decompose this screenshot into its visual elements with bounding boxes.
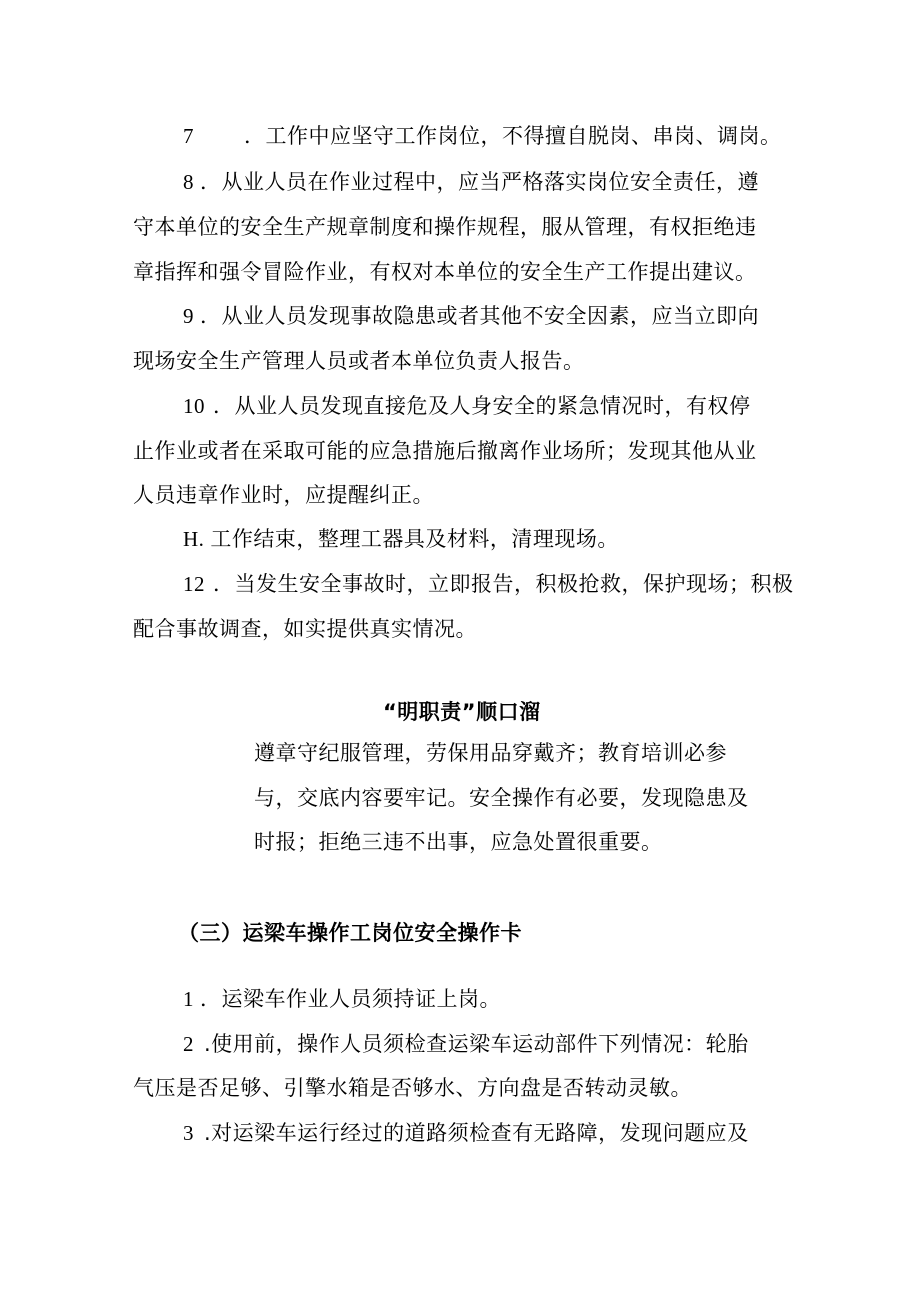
item-text: ．运梁车作业人员须持证上岗。 [200,987,501,1011]
item-number: 12 [183,572,205,596]
item-number: 1 [183,987,194,1011]
item-text: ．工作中应坚守工作岗位，不得擅自脱岗、串岗、调岗。 [244,124,782,148]
op-card-item-2 [183,1029,749,1059]
list-item-12 [183,569,794,599]
op-card-item-1 [183,984,501,1014]
item-number: 10 [183,394,205,418]
list-item-8 [183,167,759,197]
item-text: 工作结束，整理工器具及材料，清理现场。 [210,527,619,551]
item-text: .对运梁车运行经过的道路须检查有无路障，发现问题应及 [204,1121,749,1145]
list-item-8-continued: 守本单位的安全生产规章制度和操作规程，服从管理，有权拒绝违 [133,215,757,239]
item-number: 2 [183,1032,194,1056]
item-text: ．从业人员发现事故隐患或者其他不安全因素，应当立即向 [200,304,759,328]
item-number: 7 [183,124,194,148]
item-number: 9 [183,304,194,328]
list-item-9-continued: 现场安全生产管理人员或者本单位负责人报告。 [133,349,585,373]
item-text: .使用前，操作人员须检查运梁车运动部件下列情况：轮胎 [204,1032,749,1056]
op-card-item-2-continued: 气压是否足够、引擎水箱是否够水、方向盘是否转动灵敏。 [133,1076,692,1100]
list-item-11 [183,524,619,554]
rhyme-line: 与，交底内容要牢记。安全操作有必要，发现隐患及 [254,786,749,810]
item-text: ．当发生安全事故时，立即报告，积极抢救，保护现场；积极 [213,572,794,596]
section-heading: （三）运梁车操作工岗位安全操作卡 [178,921,522,945]
op-card-item-3 [183,1118,749,1148]
list-item-9 [183,301,759,331]
list-item-10 [183,391,751,421]
list-item-12-continued: 配合事故调查，如实提供真实情况。 [133,617,477,641]
rhyme-line: 遵章守纪服管理，劳保用品穿戴齐；教育培训必参 [254,741,727,765]
item-number: H. [183,527,205,551]
rhyme-title: “明职责”顺口溜 [383,700,541,724]
item-number: 8 [183,170,194,194]
rhyme-line: 时报；拒绝三违不出事，应急处置很重要。 [254,830,663,854]
item-text: ．从业人员发现直接危及人身安全的紧急情况时，有权停 [213,394,751,418]
list-item-10-continued: 止作业或者在采取可能的应急措施后撤离作业场所；发现其他从业 [133,439,757,463]
item-number: 3 [183,1121,194,1145]
list-item-10-continued: 人员违章作业时，应提醒纠正。 [133,483,434,507]
list-item-7 [183,121,782,151]
list-item-8-continued: 章指挥和强令冒险作业，有权对本单位的安全生产工作提出建议。 [133,260,757,284]
item-text: ．从业人员在作业过程中，应当严格落实岗位安全责任，遵 [200,170,759,194]
